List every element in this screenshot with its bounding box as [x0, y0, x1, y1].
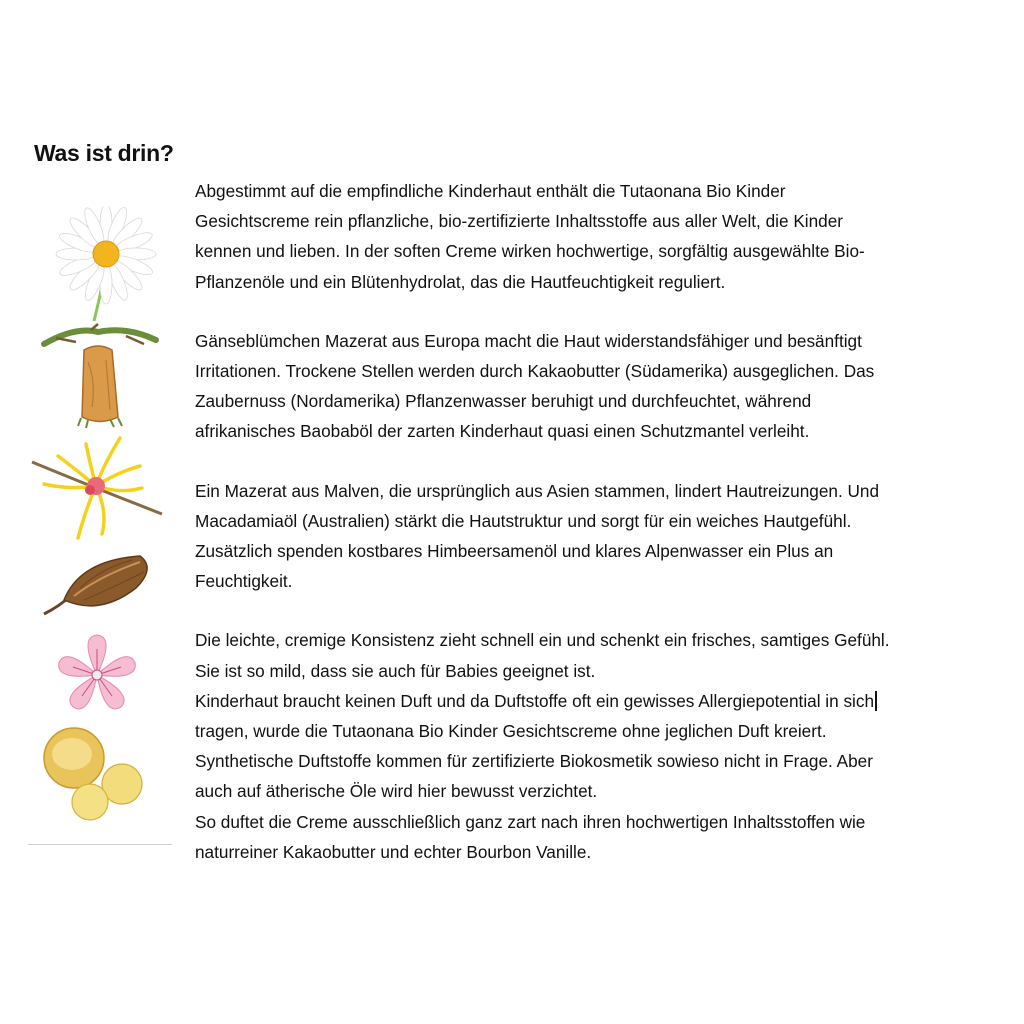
text-line: Macadamiaöl (Australien) stärkt die Hautstruktur und sorgt für ein weiches Hautgefühl.	[195, 510, 852, 531]
text-line: kennen und lieben. In der soften Creme wirken hochwertige, sorgfältig ausgewählte Bio-	[195, 241, 865, 262]
text-line: tragen, wurde die Tutaonana Bio Kinder Gesichtscreme ohne jeglichen Duft kreiert.	[195, 721, 827, 742]
paragraph-mallow-macadamia	[195, 476, 995, 597]
paragraph-consistency-fragrance	[195, 625, 995, 867]
text-line: afrikanisches Baobaböl der zarten Kinderhaut quasi einen Schutzmantel verleiht.	[195, 421, 810, 442]
text-line-with-cursor[interactable]	[195, 686, 995, 716]
text-line: So duftet die Creme ausschließlich ganz zart nach ihren hochwertigen Inhaltsstoffen wie	[195, 811, 866, 832]
text-line: Gänseblümchen Mazerat aus Europa macht die Haut widerstandsfähiger und besänftigt	[195, 330, 862, 351]
ingredients-text	[195, 176, 995, 896]
daisy-icon	[46, 206, 166, 321]
macadamia-nuts-icon	[42, 724, 147, 824]
witch-hazel-flower-icon	[30, 434, 165, 544]
mallow-flower-icon	[50, 630, 145, 720]
text-cursor	[875, 691, 877, 711]
text-line: Kinderhaut braucht keinen Duft und da Duftstoffe oft ein gewisses Allergiepotential in sich	[195, 690, 875, 711]
text-line: Sie ist so mild, dass sie auch für Babies geeignet ist.	[195, 660, 596, 681]
ingredient-illustrations	[28, 200, 172, 850]
text-line: Ein Mazerat aus Malven, die ursprünglich aus Asien stammen, lindert Hautreizungen. Und	[195, 480, 880, 501]
text-line: Abgestimmt auf die empfindliche Kinderhaut enthält die Tutaonana Bio Kinder	[195, 181, 786, 201]
text-line: Gesichtscreme rein pflanzliche, bio-zertifizierte Inhaltsstoffe aus aller Welt, die Kinder	[195, 211, 844, 232]
paragraph-intro	[195, 176, 995, 297]
text-line: Pflanzenöle und ein Blütenhydrolat, das die Hautfeuchtigkeit reguliert.	[195, 271, 726, 292]
text-line: Die leichte, cremige Konsistenz zieht schnell ein und schenkt ein frisches, samtiges Gefühl.	[195, 630, 890, 651]
cocoa-bean-icon	[40, 550, 155, 620]
text-line: Irritationen. Trockene Stellen werden durch Kakaobutter (Südamerika) ausgeglichen. Das	[195, 361, 875, 382]
text-line: naturreiner Kakaobutter und echter Bourbon Vanille.	[195, 841, 592, 862]
text-line: Synthetische Duftstoffe kommen für zertifizierte Biokosmetik sowieso nicht in Frage. Aber	[195, 751, 873, 772]
illustration-divider	[28, 844, 172, 845]
baobab-tree-icon	[36, 322, 161, 430]
page-title: Was ist drin?	[34, 140, 174, 166]
text-line: Zaubernuss (Nordamerika) Pflanzenwasser beruhigt und durchfeuchtet, während	[195, 391, 812, 412]
text-line: Feuchtigkeit.	[195, 571, 293, 592]
paragraph-ingredients-origin	[195, 326, 995, 447]
text-line: auch auf ätherische Öle wird hier bewusst verzichtet.	[195, 781, 598, 802]
text-line: Zusätzlich spenden kostbares Himbeersamenöl und klares Alpenwasser ein Plus an	[195, 541, 834, 562]
